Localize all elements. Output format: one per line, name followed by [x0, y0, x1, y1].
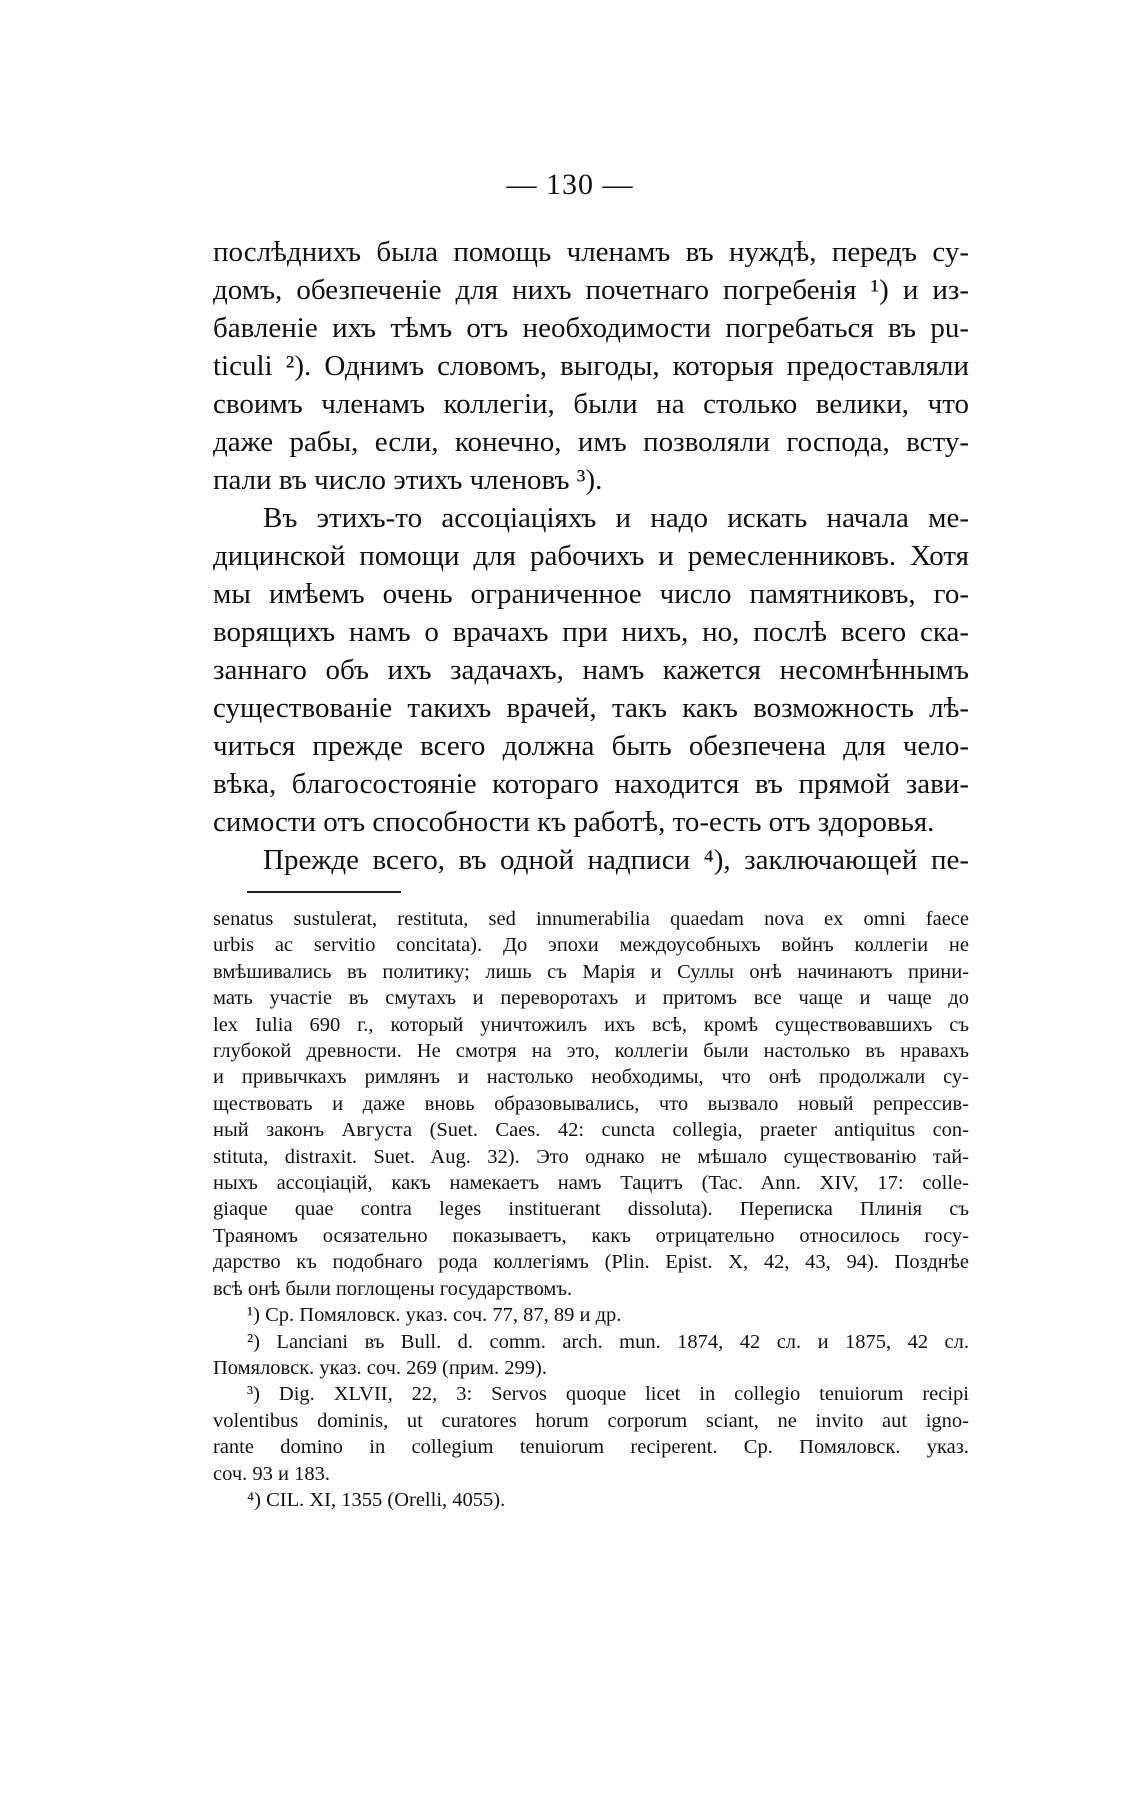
- text-line: послѣднихъ была помощь членамъ въ нуждѣ, передъ су-: [213, 236, 969, 268]
- page-number: — 130 —: [506, 168, 634, 201]
- text-line: мы имѣемъ очень ограниченное число памятниковъ, го-: [213, 578, 969, 610]
- footnote-line: соч. 93 и 183.: [213, 1462, 330, 1485]
- text-line: домъ, обезпеченіе для нихъ почетнаго погребенія ¹) и из-: [213, 274, 969, 306]
- footnote-line: вмѣшивались въ политику; лишь съ Марія и Суллы онѣ начинаютъ прини-: [213, 960, 969, 983]
- footnote-line: urbis ac servitio concitata). До эпохи междоусобныхъ войнъ коллегіи не: [213, 934, 969, 957]
- footnote-line: Траяномъ осязательно показываетъ, какъ отрицательно относилось госу-: [213, 1224, 969, 1247]
- footnote-line: и привычкахъ римлянъ и настолько необходимы, что онѣ продолжали су-: [213, 1066, 969, 1089]
- footnotes: [213, 906, 969, 1513]
- text-line: ticuli ²). Однимъ словомъ, выгоды, которыя предоставляли: [213, 350, 969, 382]
- footnote-line: ⁴) CIL. XI, 1355 (Orelli, 4055).: [247, 1488, 506, 1511]
- footnote-line: всѣ онѣ были поглощены государствомъ.: [213, 1277, 573, 1300]
- footnote-line: senatus sustulerat, restituta, sed innumerabilia quaedam nova ex omni faece: [213, 908, 969, 930]
- footnote-line: ществовать и даже вновь образовывались, что вызвало новый репрессив-: [213, 1092, 969, 1115]
- footnote-line: rante domino in collegium tenuiorum reciperent. Ср. Помяловск. указ.: [213, 1436, 969, 1459]
- text-line: Прежде всего, въ одной надписи ⁴), заключающей пе-: [263, 844, 969, 876]
- footnote-line: глубокой древности. Не смотря на это, коллегіи были настолько въ нравахъ: [213, 1040, 969, 1063]
- footnote-line: Помяловск. указ. соч. 269 (прим. 299).: [213, 1356, 547, 1379]
- text-line: ворящихъ намъ о врачахъ при нихъ, но, послѣ всего ска-: [213, 616, 969, 648]
- text-line: своимъ членамъ коллегіи, были на столько велики, что: [213, 388, 969, 420]
- footnote-line: мать участіе въ смутахъ и переворотахъ и притомъ все чаще и чаще до: [213, 987, 969, 1010]
- text-line: Въ этихъ-то ассоціаціяхъ и надо искать начала ме-: [263, 502, 969, 534]
- footnote-separator: [247, 891, 401, 893]
- text-line: пали въ число этихъ членовъ ³).: [213, 464, 603, 496]
- footnote-line: ¹) Ср. Помяловск. указ. соч. 77, 87, 89 и др.: [247, 1304, 622, 1327]
- text-line: вѣка, благосостояніе котораго находится въ прямой зави-: [213, 768, 969, 800]
- text-line: бавленіе ихъ тѣмъ отъ необходимости погребаться въ pu-: [213, 312, 969, 344]
- footnote-line: ный законъ Августа (Suet. Caes. 42: cuncta collegia, praeter antiquitus con-: [213, 1119, 969, 1142]
- text-line: читься прежде всего должна быть обезпечена для чело-: [213, 730, 969, 762]
- text-line: даже рабы, если, конечно, имъ позволяли господа, всту-: [213, 426, 969, 458]
- footnote-line: lex Iulia 690 г., который уничтожилъ ихъ всѣ, кромѣ существовавшихъ съ: [213, 1013, 969, 1036]
- text-line: дицинской помощи для рабочихъ и ремесленниковъ. Хотя: [213, 540, 969, 572]
- text-line: заннаго объ ихъ задачахъ, намъ кажется несомнѣннымъ: [213, 654, 969, 686]
- footnote-line: дарство къ подобнаго рода коллегіямъ (Plin. Epist. X, 42, 43, 94). Позднѣе: [213, 1251, 969, 1274]
- main-text: [213, 233, 969, 879]
- footnote-line: ²) Lanciani въ Bull. d. comm. arch. mun. 1874, 42 сл. и 1875, 42 сл.: [247, 1330, 969, 1353]
- footnote-line: giaque quae contra leges instituerant dissoluta). Переписка Плинія съ: [213, 1198, 969, 1221]
- text-line: существованіе такихъ врачей, такъ какъ возможность лѣ-: [213, 692, 969, 724]
- text-line: симости отъ способности къ работѣ, то-есть отъ здоровья.: [213, 806, 935, 838]
- footnote-line: volentibus dominis, ut curatores horum corporum sciant, ne invito aut igno-: [213, 1409, 969, 1432]
- footnote-line: ³) Dig. XLVII, 22, 3: Servos quoque licet in collegio tenuiorum recipi: [247, 1383, 969, 1406]
- footnote-line: ныхъ ассоціацій, какъ намекаетъ намъ Тацитъ (Tac. Ann. XIV, 17: colle-: [213, 1172, 969, 1195]
- footnote-line: stituta, distraxit. Suet. Aug. 32). Это однако не мѣшало существованію тай-: [213, 1145, 969, 1168]
